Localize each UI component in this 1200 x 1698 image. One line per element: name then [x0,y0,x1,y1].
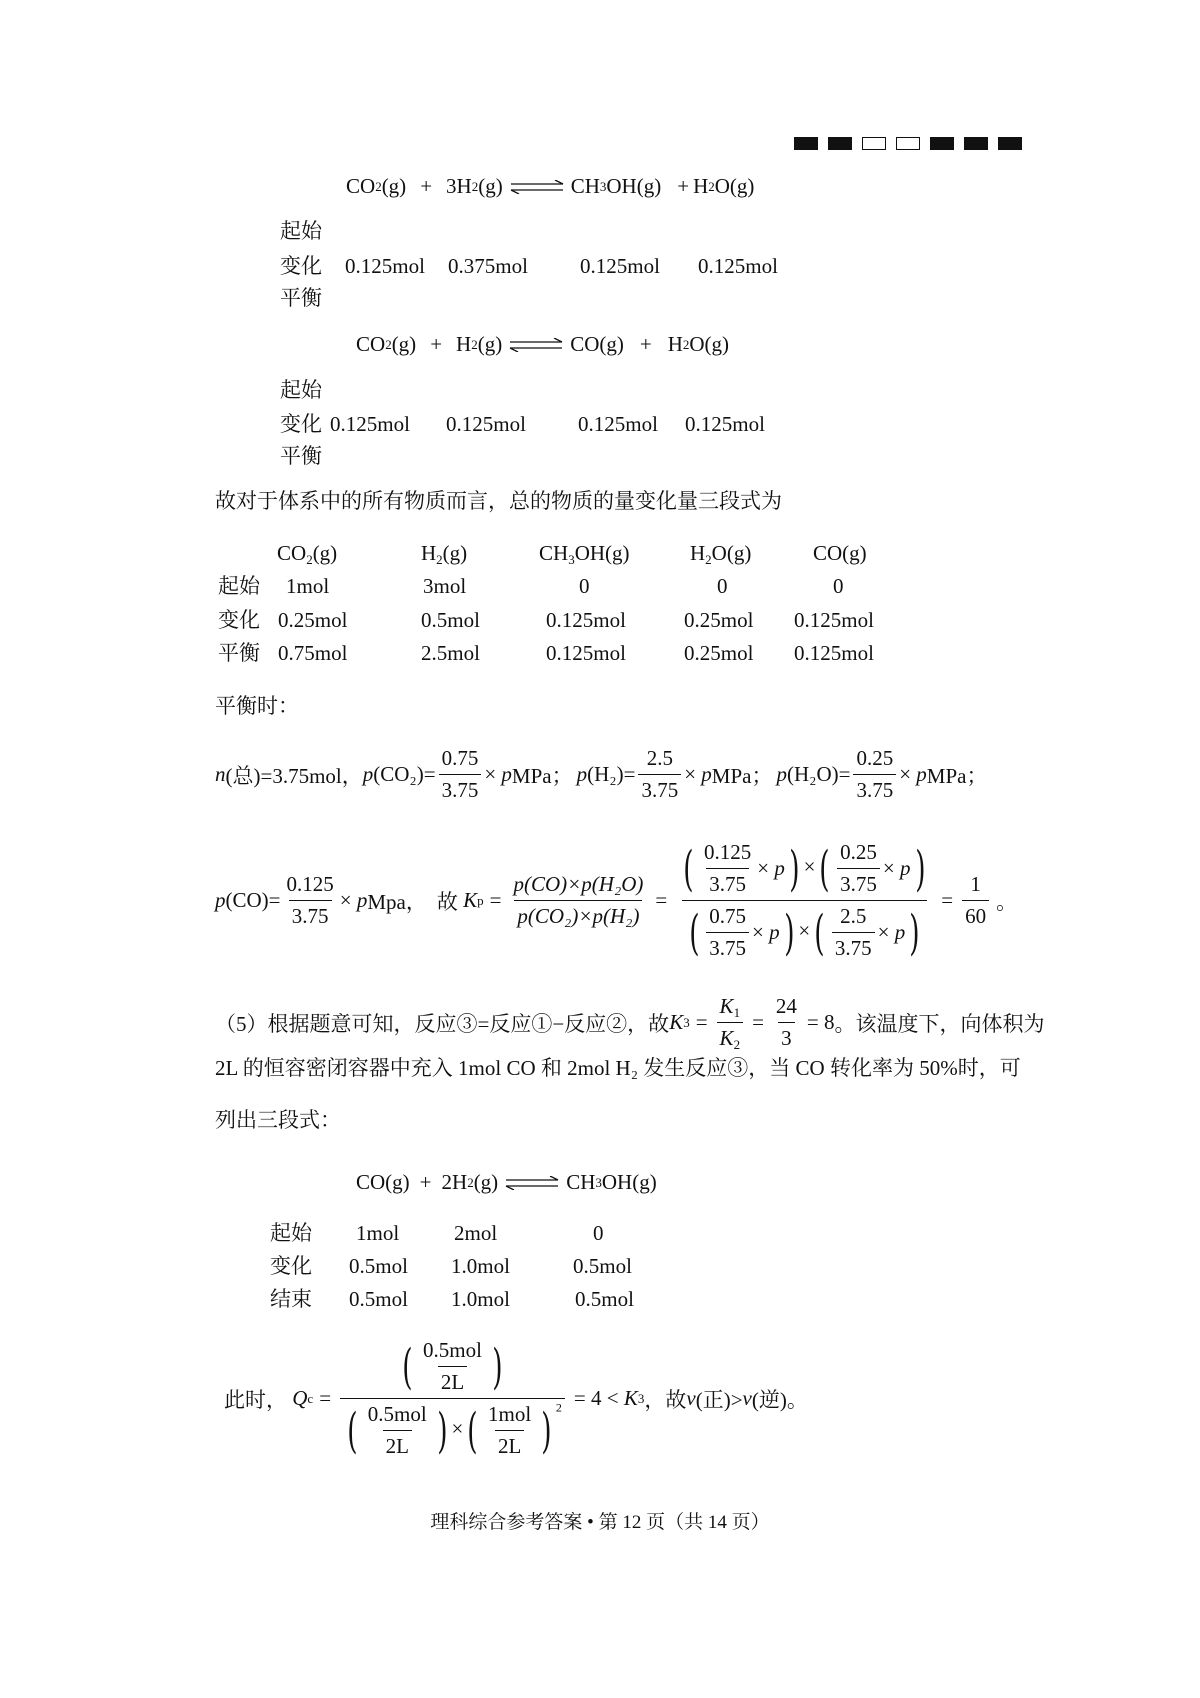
header-mark-filled [794,137,818,150]
table-cell: 0 [579,574,590,598]
header-mark-filled [828,137,852,150]
equilibrium-arrow-icon [508,338,564,352]
table-cell: 0.75mol [278,641,348,665]
r2-change-3: 0.125mol [578,412,658,436]
kp-line: p (CO)= $\frac{0.125}{3.75}$ × p Mpa， 故 K p = $\frac{\text{p(CO)×p(H₂O)}}{\text{p(CO₂)×p(H₂)}}$ = ( $\frac{0.125}{3.75}$ × p ) × ( $\frac{0.25}{3.75}$ × p ) ( $\frac{0.75}{3.75}$ × p ) × ( $\frac{2.5}{3.75}$ × p ) = $\frac{1}{60}$ 。 [215,840,1018,961]
r1-h2o-rest: O(g) [714,174,755,198]
header-mark-filled [964,137,988,150]
r3-row-label: 结束 [270,1287,312,1311]
r1-change-1: 0.125mol [345,254,425,278]
r3-cell: 0.5mol [575,1287,634,1311]
fraction: $\frac{2.5}{3.75}$ [638,746,681,803]
r1-label-change: 变化 [280,254,322,278]
r3-h2-state: (g) [473,1170,499,1194]
r3-cell: 1.0mol [451,1287,510,1311]
r2-co2-state: (g) [391,332,417,356]
r1-plus2: + [677,174,690,198]
fraction: $\frac{0.75}{3.75}$ [439,746,482,803]
reaction2-equation: CO 2 (g) + H 2 (g) CO(g) + H 2 O(g) [356,332,730,356]
kp-result-fraction: $\frac{1}{60}$ [962,872,989,929]
table-header-h2o: $H_2O(g)$ [690,541,752,567]
r3-cell: 0.5mol [349,1287,408,1311]
r3-plus: + [419,1170,432,1194]
table-header-co: CO(g) [813,541,867,565]
r3-row-label: 起始 [270,1221,312,1245]
r3-h2: 2H [441,1170,468,1194]
part5-line3: 列出三段式： [215,1108,341,1132]
kp-expression-fraction: $\frac{\text{p(CO)×p(H₂O)}}{\text{p(CO₂)×p(H₂)}}$ [513,872,644,928]
r3-ch3oh: CH [566,1170,596,1194]
table-header-h2: $H_2(g)$ [421,541,468,567]
table-row-label: 平衡 [218,641,260,665]
table-cell: 0.125mol [546,641,626,665]
r1-co2: CO [346,174,376,198]
table-cell: 2.5mol [421,641,480,665]
header-mark-open [896,137,920,150]
table-cell: 0 [833,574,844,598]
equilibrium-label: 平衡时： [215,694,299,718]
table-cell: 3mol [423,574,467,598]
fraction: $\frac{24}{3}$ [775,994,797,1050]
r2-co: CO(g) [570,332,624,356]
equilibrium-arrow-icon [504,1176,560,1190]
table-cell: 0.125mol [794,608,874,632]
r1-h2o: H [693,174,709,198]
fraction: $\frac{K_1}{K_2}$ [717,994,744,1051]
fraction: $\frac{0.25}{3.75}$ [853,746,896,803]
r3-cell: 0.5mol [349,1254,408,1278]
table-header-co2: $CO_2(g)$ [277,541,338,567]
r2-label-start: 起始 [280,378,322,402]
r1-change-2: 0.375mol [448,254,528,278]
r3-ch3oh-rest: OH(g) [601,1170,657,1194]
r2-change-1: 0.125mol [330,412,410,436]
table-row-label: 变化 [218,608,260,632]
r2-label-change: 变化 [280,412,322,436]
r3-cell: 1mol [356,1221,400,1245]
header-mark-open [862,137,886,150]
table-row-label: 起始 [218,574,260,598]
r1-change-3: 0.125mol [580,254,660,278]
header-mark-filled [930,137,954,150]
r3-cell: 0 [593,1221,604,1245]
table-cell: 0.25mol [278,608,348,632]
table-cell: 1mol [286,574,330,598]
r1-label-equilibrium: 平衡 [280,286,322,310]
table-header-ch3oh: $CH_3OH(g)$ [539,541,630,567]
qc-fraction: ( $\frac{\text{0.5mol}}{2L}$ ) ( $\frac{\text{0.5mol}}{2L}$ ) × ( $\frac{\text{1mol}}{2L}$ ) $^2$ [340,1338,565,1459]
table-cell: 0.5mol [421,608,480,632]
r2-change-2: 0.125mol [446,412,526,436]
partial-pressures-line: n (总)=3.75mol， p (CO₂)= $\frac{0.75}{3.75}$ × p MPa； p (H₂)= $\frac{2.5}{3.75}$ × p MPa； p (H₂O)= $\frac{0.25}{3.75}$ × p MPa； [215,746,988,802]
table-cell: 0.25mol [684,641,754,665]
r2-plus2: + [639,332,652,356]
equilibrium-arrow-icon [509,180,565,194]
r1-ch3oh: CH [570,174,600,198]
r2-plus1: + [430,332,443,356]
table-cell: 0.125mol [546,608,626,632]
table-cell: 0 [717,574,728,598]
r3-co: CO(g) [356,1170,410,1194]
qc-line: 此时， Q c = ( $\frac{\text{0.5mol}}{2L}$ ) ( $\frac{\text{0.5mol}}{2L}$ ) × ( $\frac{\text{1mol}}{2L}$ ) $^2$ = 4 < K 3 ，故 v (正)> v (逆)。 [224,1338,808,1459]
table-cell: 0.25mol [684,608,754,632]
kp-value-fraction: ( $\frac{0.125}{3.75}$ × p ) × ( $\frac{0.25}{3.75}$ × p ) ( $\frac{0.75}{3.75}$ × p ) × ( $\frac{2.5}{3.75}$ × p ) [683,840,926,961]
r1-plus1: + [420,174,433,198]
part5-line2: 2L 的恒容密闭容器中充入 1mol CO 和 2mol H₂ 发生反应③，当 CO 转化率为 50%时，可 [215,1056,1021,1080]
summary-sentence: 故对于体系中的所有物质而言，总的物质的量变化量三段式为 [215,489,782,513]
r1-h2-state: (g) [478,174,503,198]
fraction: $\frac{0.125}{3.75}$ [286,872,334,928]
r2-h2-state: (g) [477,332,503,356]
r2-h2: H [456,332,472,356]
r1-change-4: 0.125mol [698,254,778,278]
r1-label-start: 起始 [280,219,322,243]
r1-h2: 3H [446,174,472,198]
r3-cell: 1.0mol [451,1254,510,1278]
r2-co2: CO [356,332,386,356]
reaction3-equation: CO(g) + 2H 2 (g) CH 3 OH(g) [356,1170,657,1194]
r1-ch3oh-rest: OH(g) [606,174,662,198]
r3-cell: 0.5mol [573,1254,632,1278]
r2-h2o-rest: O(g) [689,332,730,356]
r3-row-label: 变化 [270,1254,312,1278]
table-cell: 0.125mol [794,641,874,665]
header-mark-filled [998,137,1022,150]
part5-line1: （5）根据题意可知，反应③=反应①−反应②，故 K 3 = $\frac{K_1}{K_2}$ = $\frac{24}{3}$ = 8 。该温度下，向体积为 [215,994,1045,1052]
r1-co2-state: (g) [381,174,407,198]
page-footer: 理科综合参考答案 • 第 12 页（共 14 页） [430,1512,770,1533]
reaction1-equation: CO 2 (g) + 3H 2 (g) CH 3 OH(g) + H 2 O(g) [346,174,755,198]
r2-label-equilibrium: 平衡 [280,444,322,468]
r2-change-4: 0.125mol [685,412,765,436]
r3-cell: 2mol [454,1221,498,1245]
r2-h2o: H [667,332,683,356]
